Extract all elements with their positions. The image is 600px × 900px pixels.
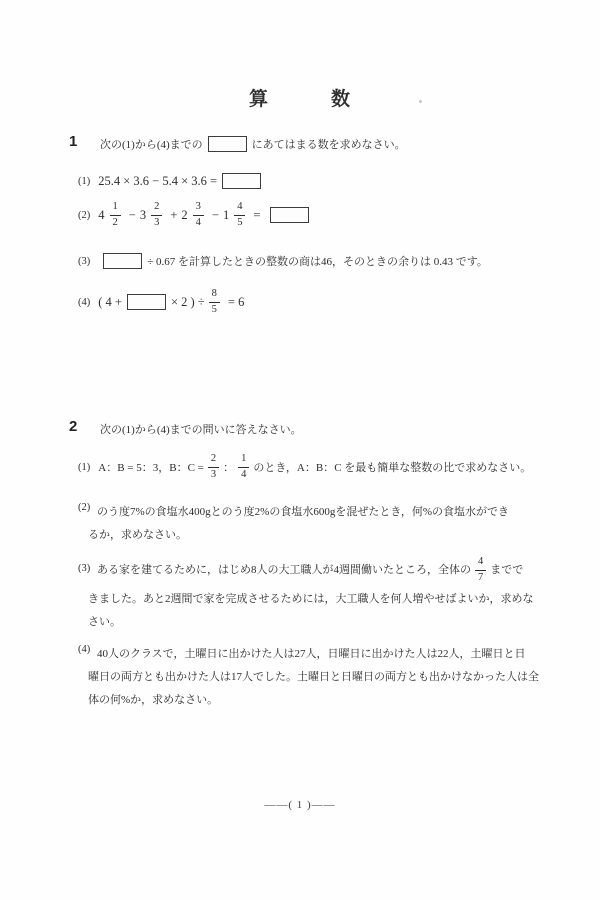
item-label: (1) <box>78 461 91 473</box>
mixed-number <box>98 201 125 228</box>
equals-sign: = <box>253 207 261 222</box>
page-title-char-1: 算 <box>248 89 269 110</box>
scan-artifact-dot <box>419 100 422 103</box>
fraction <box>208 453 219 480</box>
fraction <box>234 201 245 228</box>
fraction-numerator: 1 <box>110 201 121 215</box>
operator: + <box>170 207 178 222</box>
page-title-char-2: 数 <box>331 89 352 110</box>
item-label: (1) <box>78 175 91 187</box>
item-text-line: 曜日の両方とも出かけた人は17人でした。土曜日と日曜日の両方とも出かけなかった人は全 <box>88 671 539 683</box>
page-number: ——( 1 )—— <box>264 799 336 811</box>
fraction-numerator: 4 <box>234 201 245 215</box>
problem2-item-1 <box>78 450 531 484</box>
problem2-prompt <box>100 420 302 438</box>
item-text: A：B = 5：3，B：C = <box>98 462 204 474</box>
item-text: までで <box>490 563 524 576</box>
problem1-number: 1 <box>69 133 78 150</box>
page-title <box>0 84 600 111</box>
problem2-item-3 <box>78 555 548 634</box>
whole-number: 2 <box>181 207 188 222</box>
whole-number: 1 <box>222 207 230 222</box>
operator: − <box>211 207 219 222</box>
item-text-line: 体の何%か，求めなさい。 <box>88 694 219 706</box>
fraction-numerator: 8 <box>209 288 220 302</box>
problem2-item-2 <box>78 501 548 547</box>
item-label: (2) <box>78 502 91 513</box>
item-label: (2) <box>78 209 91 221</box>
problem1-item-4 <box>78 285 248 319</box>
problem2-prompt-text: 次の(1)から(4)までの問いに答えなさい。 <box>100 424 302 436</box>
problem1-prompt-post: にあてはまる数を求めなさい。 <box>251 139 406 151</box>
whole-number: 4 <box>98 207 105 222</box>
problem1-prompt-pre: 次の(1)から(4)までの <box>100 139 203 151</box>
mixed-number <box>140 201 167 228</box>
fraction-numerator: 2 <box>151 201 162 215</box>
fraction <box>193 201 204 228</box>
ratio-colon: ： <box>223 462 235 474</box>
answer-box <box>103 253 142 269</box>
fraction-denominator: 4 <box>195 216 201 228</box>
problem2-number: 2 <box>69 418 78 435</box>
problem1-prompt <box>100 134 406 154</box>
item-label: (3) <box>78 255 91 267</box>
item-text: のとき，A：B：C を最も簡単な整数の比で求めなさい。 <box>253 462 532 474</box>
fraction <box>151 201 162 228</box>
whole-number: 3 <box>139 207 147 222</box>
mixed-number <box>223 201 250 228</box>
problem1-item-1 <box>78 171 266 191</box>
fraction-numerator: 1 <box>238 453 249 467</box>
problem1-item-3 <box>78 251 488 271</box>
item-text-line: さい。 <box>88 616 121 628</box>
problem2-item-4 <box>78 643 548 712</box>
equation-text: = 6 <box>227 294 245 309</box>
fraction-denominator: 5 <box>237 216 243 228</box>
fraction <box>238 453 249 480</box>
fraction-numerator: 3 <box>193 201 204 215</box>
equation-text: 25.4 × 3.6 − 5.4 × 3.6 = <box>98 173 218 188</box>
item-label: (4) <box>78 644 91 655</box>
fraction-denominator: 4 <box>241 468 247 480</box>
fraction-denominator: 7 <box>478 571 484 583</box>
operator: − <box>128 207 136 222</box>
item-text: ある家を建てるために，はじめ8人の大工職人が4週間働いたところ，全体の <box>97 563 471 576</box>
fraction <box>209 288 220 315</box>
item-label: (4) <box>78 296 91 308</box>
fraction-denominator: 5 <box>211 303 217 315</box>
equation-text: × 2 ) ÷ <box>170 294 205 309</box>
fraction-denominator: 3 <box>210 468 217 480</box>
answer-box <box>222 173 261 189</box>
answer-box <box>208 136 247 152</box>
item-text: ÷ 0.67 を計算したときの整数の商は46，そのときの余りは 0.43 です。 <box>147 256 488 268</box>
answer-box <box>270 207 309 223</box>
item-text-line: るか，求めなさい。 <box>88 529 187 541</box>
fraction-denominator: 2 <box>112 216 118 228</box>
item-text-line: きました。あと2週間で家を完成させるためには，大工職人を何人増やせばよいか，求めな <box>88 593 534 605</box>
fraction-denominator: 3 <box>154 216 160 228</box>
item-text-line: 40人のクラスで，土曜日に出かけた人は27人，日曜日に出かけた人は22人，土曜日と日 <box>97 648 526 660</box>
mixed-number <box>181 201 208 228</box>
fraction <box>475 556 486 583</box>
item-label: (3) <box>78 563 91 574</box>
item-text-line <box>88 555 548 585</box>
fraction-numerator: 4 <box>475 556 486 570</box>
item-text-line: のう度7%の食塩水400gとのう度2%の食塩水600gを混ぜたとき，何%の食塩水ができ <box>97 506 510 518</box>
problem1-item-2 <box>78 198 314 232</box>
fraction <box>110 201 121 228</box>
answer-box <box>127 294 166 310</box>
fraction-numerator: 2 <box>208 453 219 467</box>
equation-text: ( 4 + <box>98 294 122 309</box>
